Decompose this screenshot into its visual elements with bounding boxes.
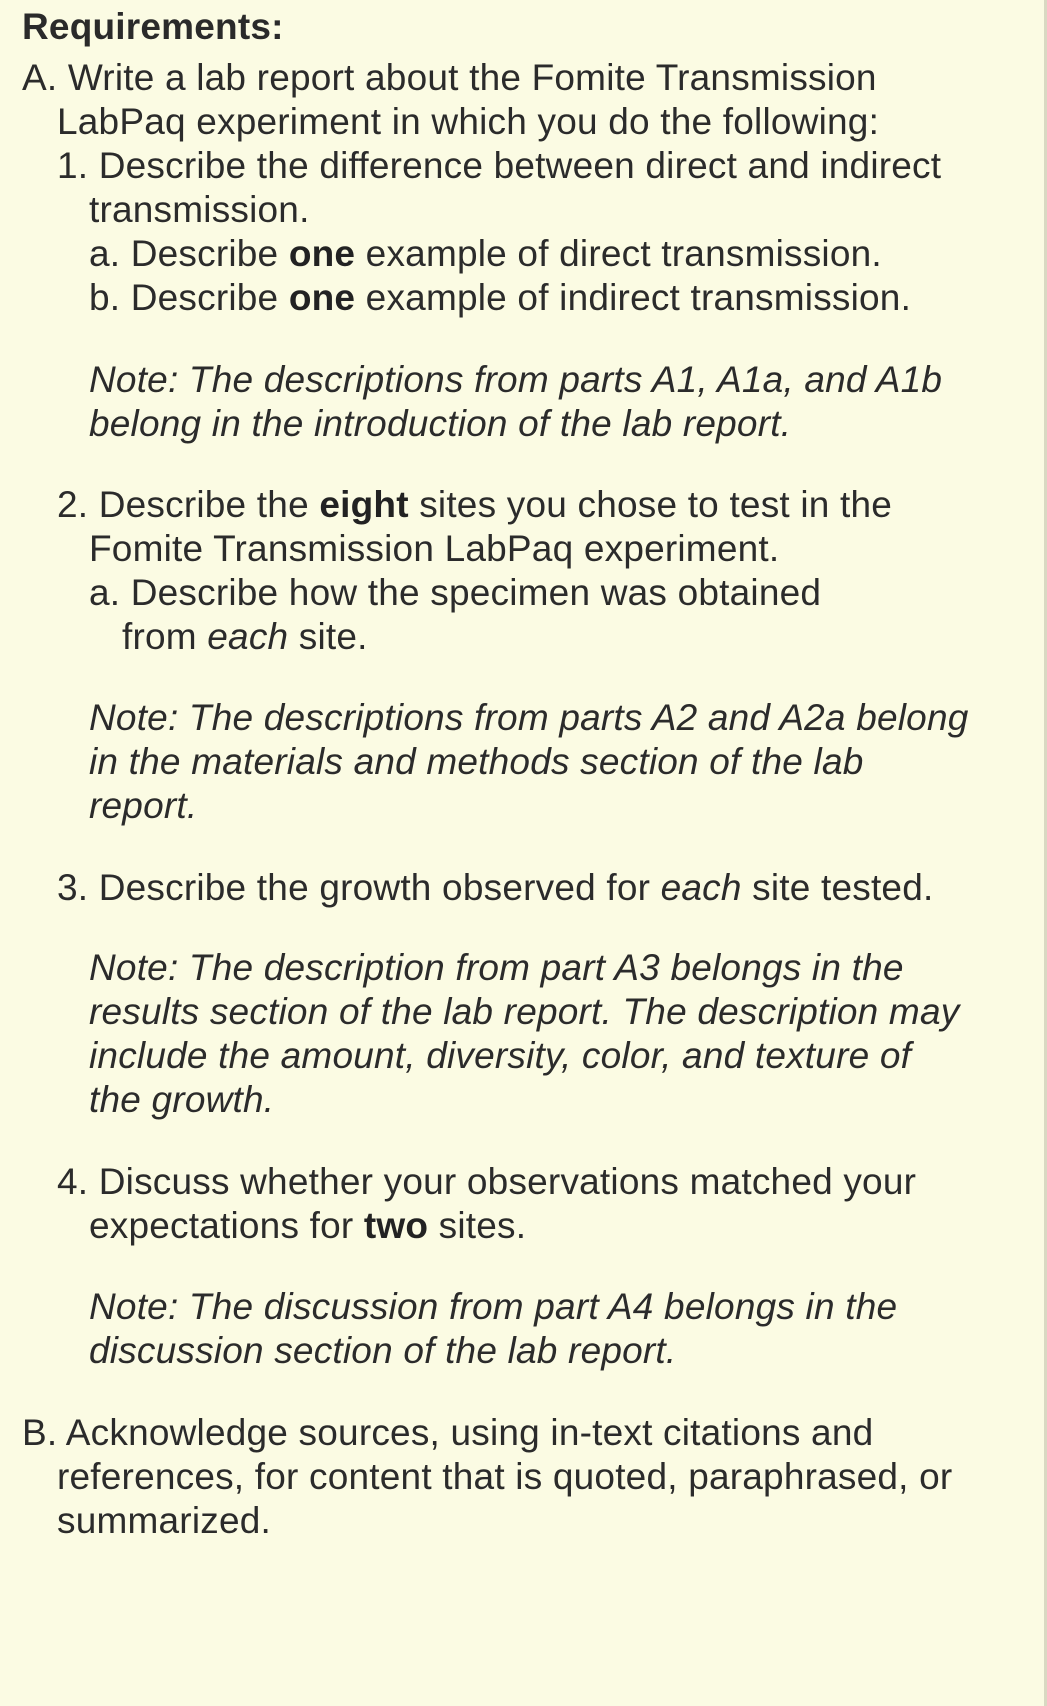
item-4-line-2	[89, 1203, 526, 1249]
item-4-line-2-pre: expectations for	[89, 1205, 364, 1246]
item-3-line-1-pre: 3. Describe the growth observed for	[57, 867, 661, 908]
item-3-note-line-1: Note: The description from part A3 belongs in the	[89, 947, 904, 988]
requirements-heading: Requirements:	[22, 6, 284, 47]
item-2a-line-1: a. Describe how the specimen was obtained	[89, 572, 822, 613]
item-1-line-1: 1. Describe the difference between direct and indirect	[57, 145, 942, 186]
item-3-note-line-3: include the amount, diversity, color, and texture of	[89, 1035, 912, 1076]
section-a-line-1: A. Write a lab report about the Fomite Transmission	[22, 57, 877, 98]
item-4-note-line-1: Note: The discussion from part A4 belongs in the	[89, 1286, 898, 1327]
item-2-line-1-pre: 2. Describe the	[57, 484, 320, 525]
item-1-line-2: transmission.	[89, 189, 310, 230]
item-1b-pre: b. Describe	[89, 277, 289, 318]
item-2-note-line-1: Note: The descriptions from parts A2 and A2a belong	[89, 697, 969, 738]
section-b-line-3: summarized.	[57, 1500, 271, 1541]
item-1a-post: example of direct transmission.	[355, 233, 882, 274]
item-2-line-1-post: sites you chose to test in the	[408, 484, 893, 525]
item-2-note-line-3: report.	[89, 785, 198, 826]
item-1b-bold: one	[288, 277, 356, 318]
section-b-line-2: references, for content that is quoted, paraphrased, or	[57, 1456, 953, 1497]
section-a-line-2: LabPaq experiment in which you do the following:	[57, 101, 880, 142]
item-1-note-line-2: belong in the introduction of the lab report.	[89, 403, 792, 444]
item-2a-line-2-pre: from	[122, 616, 208, 657]
item-1b	[89, 275, 911, 321]
item-1a-bold: one	[288, 233, 356, 274]
item-4-line-2-bold: two	[363, 1205, 429, 1246]
item-3-line-1-italic: each	[660, 867, 742, 908]
item-4-line-1: 4. Discuss whether your observations matched your	[57, 1161, 917, 1202]
item-3-line-1	[57, 865, 933, 911]
item-2-note-line-2: in the materials and methods section of the lab	[89, 741, 864, 782]
item-3-note-line-4: the growth.	[89, 1079, 275, 1120]
item-2a-line-2-post: site.	[288, 616, 368, 657]
item-2-line-1	[57, 482, 892, 528]
item-3-note-line-2: results section of the lab report. The description may	[89, 991, 960, 1032]
item-2a-line-2-italic: each	[207, 616, 289, 657]
item-4-line-2-post: sites.	[428, 1205, 527, 1246]
item-1b-post: example of indirect transmission.	[355, 277, 912, 318]
section-b-line-1: B. Acknowledge sources, using in-text citations and	[22, 1412, 874, 1453]
item-4-note-line-2: discussion section of the lab report.	[89, 1330, 677, 1371]
item-2-line-2: Fomite Transmission LabPaq experiment.	[89, 528, 780, 569]
item-1-note-line-1: Note: The descriptions from parts A1, A1a, and A1b	[89, 359, 943, 400]
item-2a-line-2	[122, 614, 368, 660]
item-1a	[89, 231, 882, 277]
item-2-line-1-bold: eight	[319, 484, 409, 525]
item-3-line-1-post: site tested.	[741, 867, 934, 908]
item-1a-pre: a. Describe	[89, 233, 289, 274]
